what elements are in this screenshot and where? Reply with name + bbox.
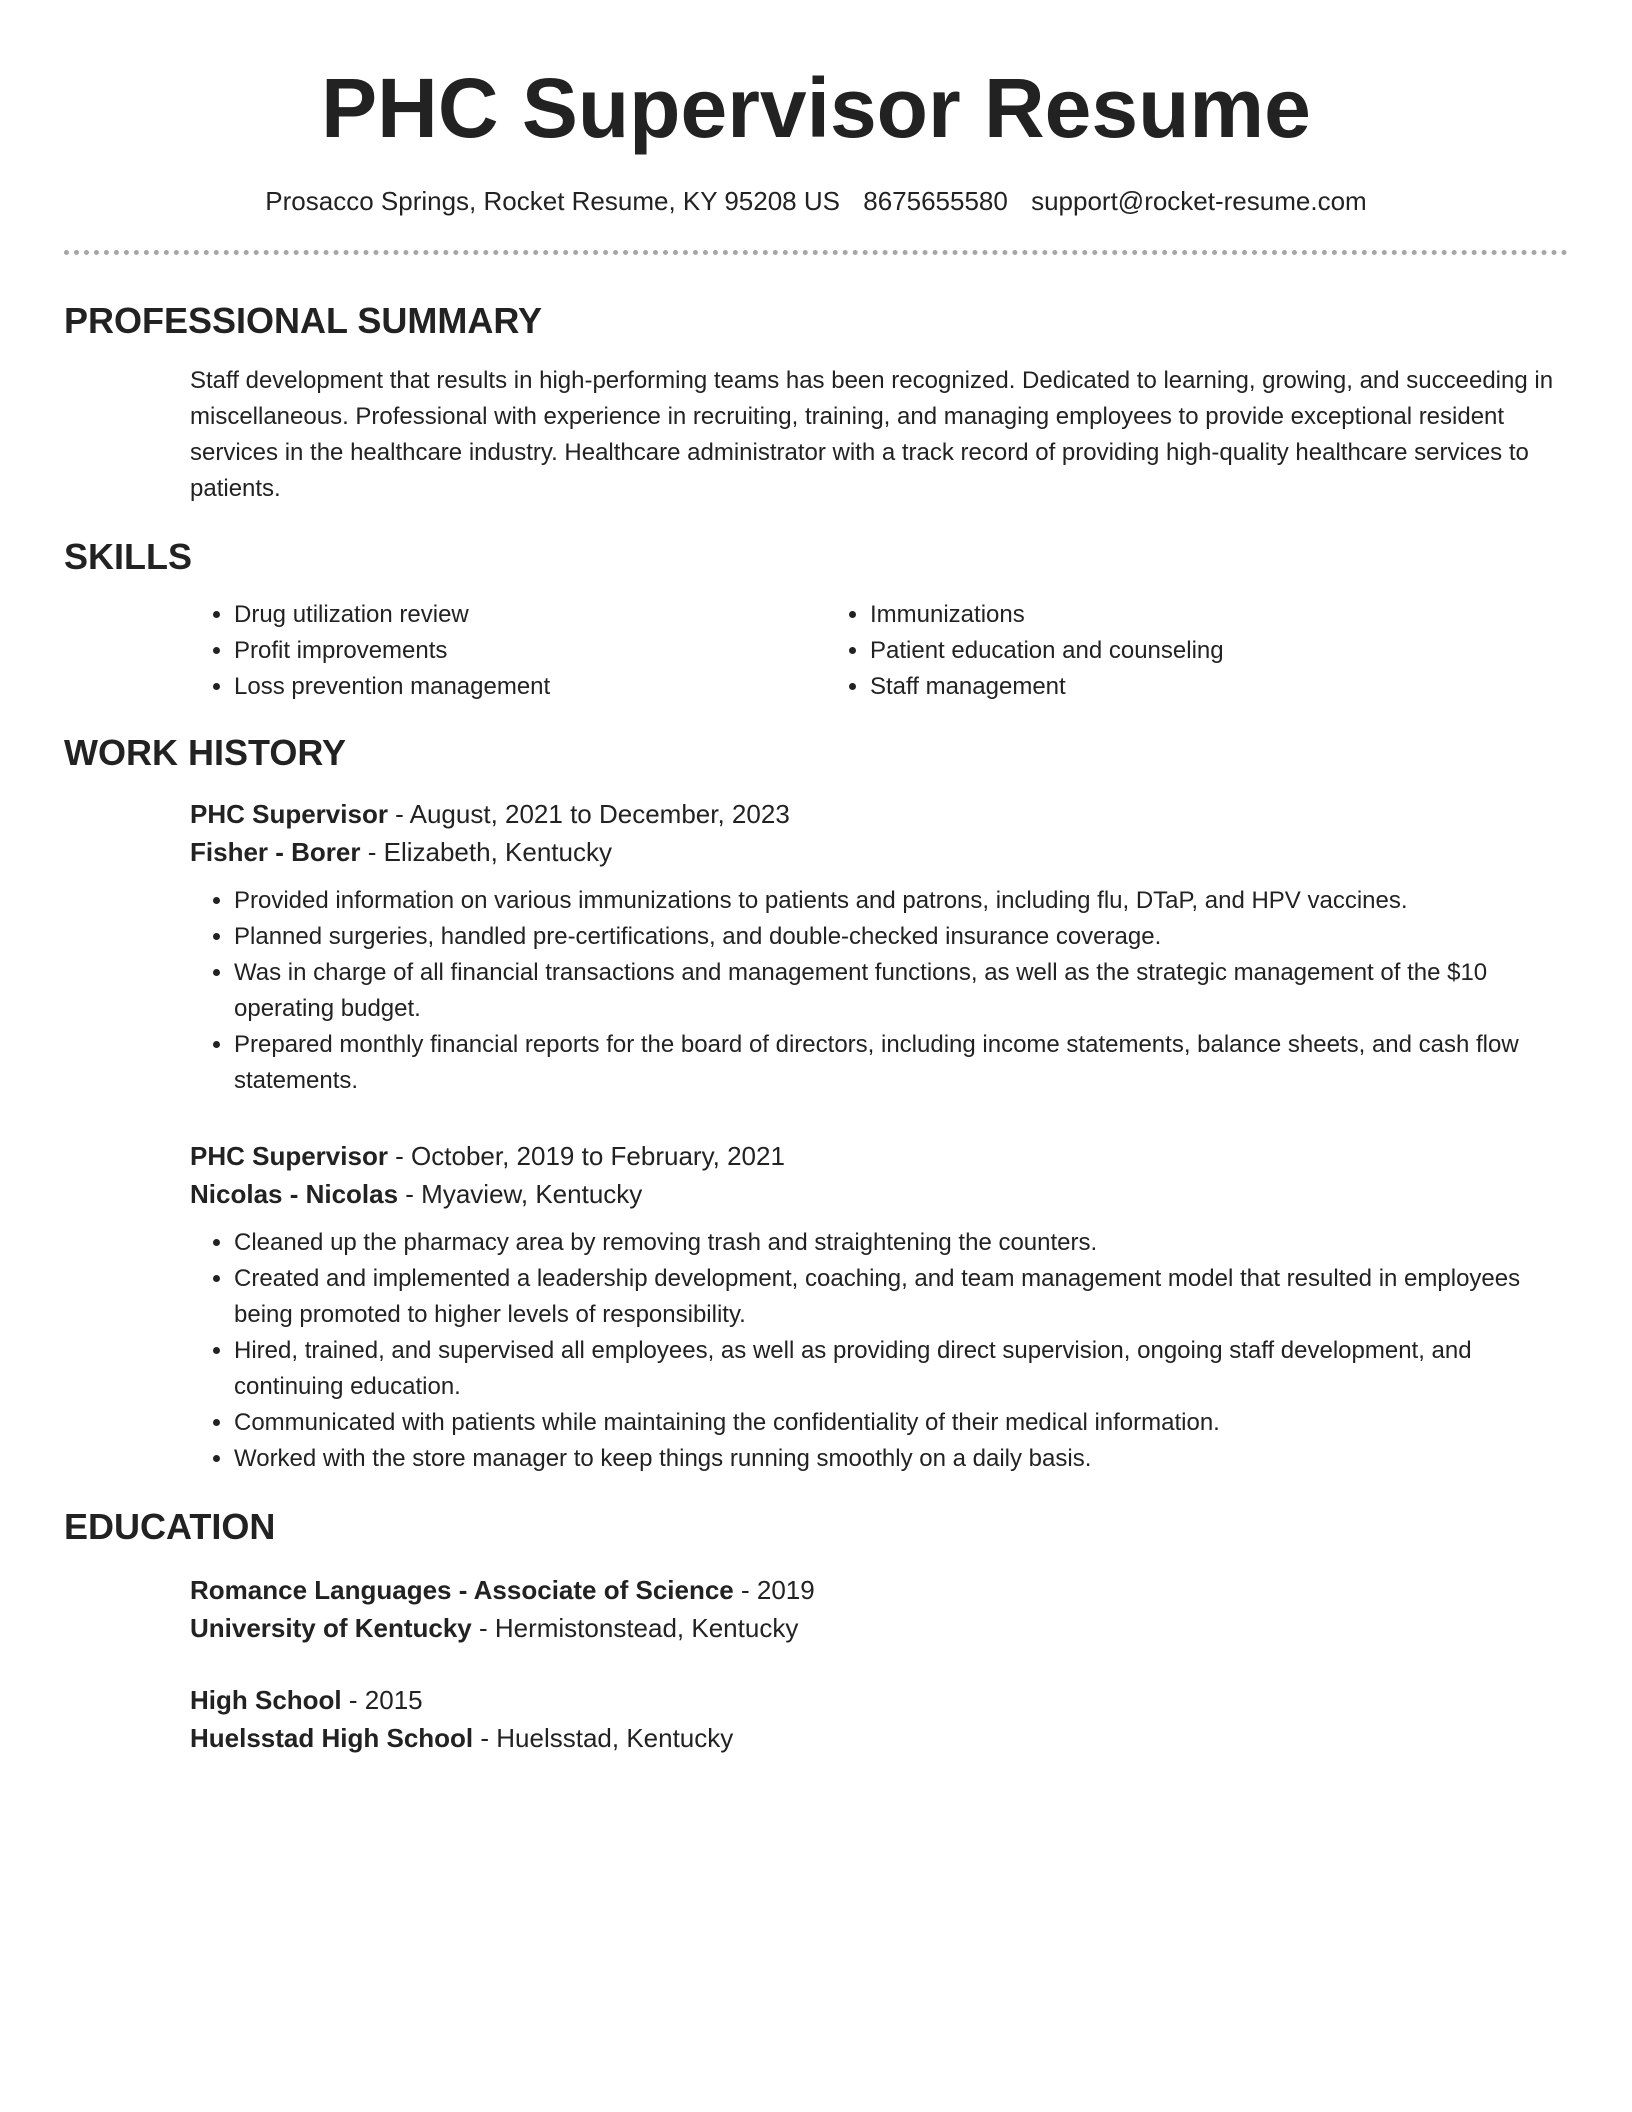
job-title-line [190,1137,1568,1175]
skills-heading: SKILLS [64,536,193,577]
education-degree-line [190,1571,1568,1609]
education-school: University of Kentucky [190,1613,472,1643]
job-entry [190,795,1568,1099]
education-year: - 2015 [341,1685,423,1715]
education-degree-line [190,1681,1568,1719]
education-location: - Hermistonstead, Kentucky [471,1613,799,1643]
job-title: PHC Supervisor [190,1141,388,1171]
summary-heading: PROFESSIONAL SUMMARY [64,300,543,341]
job-bullet: • Cleaned up the pharmacy area by removing trash and straightening the counters. [234,1225,1568,1261]
education-location: - Huelsstad, Kentucky [473,1723,734,1753]
header-divider [64,250,1568,255]
job-company: Nicolas - Nicolas [190,1179,399,1209]
job-bullet: • Created and implemented a leadership development, coaching, and team management model that resulted in employees being promoted to higher levels of responsibility. [234,1261,1568,1333]
job-company-line [190,833,1568,871]
job-company-line [190,1175,1568,1213]
resume-page [64,0,1568,1757]
skill-item: • Profit improvements [234,633,826,669]
job-dates: - August, 2021 to December, 2023 [387,799,790,829]
contact-address: Prosacco Springs, Rocket Resume, KY 95208 US [265,186,840,216]
education-entry [190,1571,1568,1647]
education-year: - 2019 [733,1575,815,1605]
skill-item: • Patient education and counseling [870,633,1462,669]
contact-info [64,184,1568,218]
job-entry [190,1137,1568,1477]
education-degree: High School [190,1685,342,1715]
job-bullet: • Planned surgeries, handled pre-certifications, and double-checked insurance coverage. [234,919,1568,955]
skills-column-right [826,597,1462,705]
education-school-line [190,1719,1568,1757]
education-school: Huelsstad High School [190,1723,474,1753]
contact-phone: 8675655580 [863,186,1008,216]
job-location: - Myaview, Kentucky [398,1179,643,1209]
page-title: PHC Supervisor Resume [321,61,1311,155]
skill-item: • Loss prevention management [234,669,826,705]
skills-column-left [190,597,826,705]
contact-email: support@rocket-resume.com [1031,186,1367,216]
job-title-line [190,795,1568,833]
job-company: Fisher - Borer [190,837,361,867]
work-history-heading: WORK HISTORY [64,732,347,773]
education-heading: EDUCATION [64,1506,276,1547]
job-bullet: • Hired, trained, and supervised all employees, as well as providing direct supervision, ongoing staff development, and continuing education. [234,1333,1568,1405]
education-degree: Romance Languages - Associate of Science [190,1575,734,1605]
job-bullet: • Prepared monthly financial reports for the board of directors, including income statements, balance sheets, and cash flow statements. [234,1027,1568,1099]
skill-item: • Immunizations [870,597,1462,633]
job-bullet: • Provided information on various immunizations to patients and patrons, including flu, DTaP, and HPV vaccines. [234,883,1568,919]
education-school-line [190,1609,1568,1647]
skill-item: • Drug utilization review [234,597,826,633]
job-bullets [190,883,1568,1099]
job-bullets [190,1225,1568,1477]
summary-text: Staff development that results in high-performing teams has been recognized. Dedicated to learning, growing, and succeeding in miscellaneous. Professional with experience in recruiting, training, and managing employees to provide exceptional resident services in the healthcare industry. Healthcare administrator with a track record of providing high-quality healthcare services to patients. [190,367,1554,502]
job-title: PHC Supervisor [190,799,388,829]
skills-list [190,597,1568,705]
job-bullet: • Worked with the store manager to keep things running smoothly on a daily basis. [234,1441,1568,1477]
job-dates: - October, 2019 to February, 2021 [387,1141,785,1171]
job-bullet: • Communicated with patients while maintaining the confidentiality of their medical information. [234,1405,1568,1441]
education-entry [190,1681,1568,1757]
skill-item: • Staff management [870,669,1462,705]
job-location: - Elizabeth, Kentucky [360,837,612,867]
job-bullet: • Was in charge of all financial transactions and management functions, as well as the strategic management of the $10 operating budget. [234,955,1568,1027]
